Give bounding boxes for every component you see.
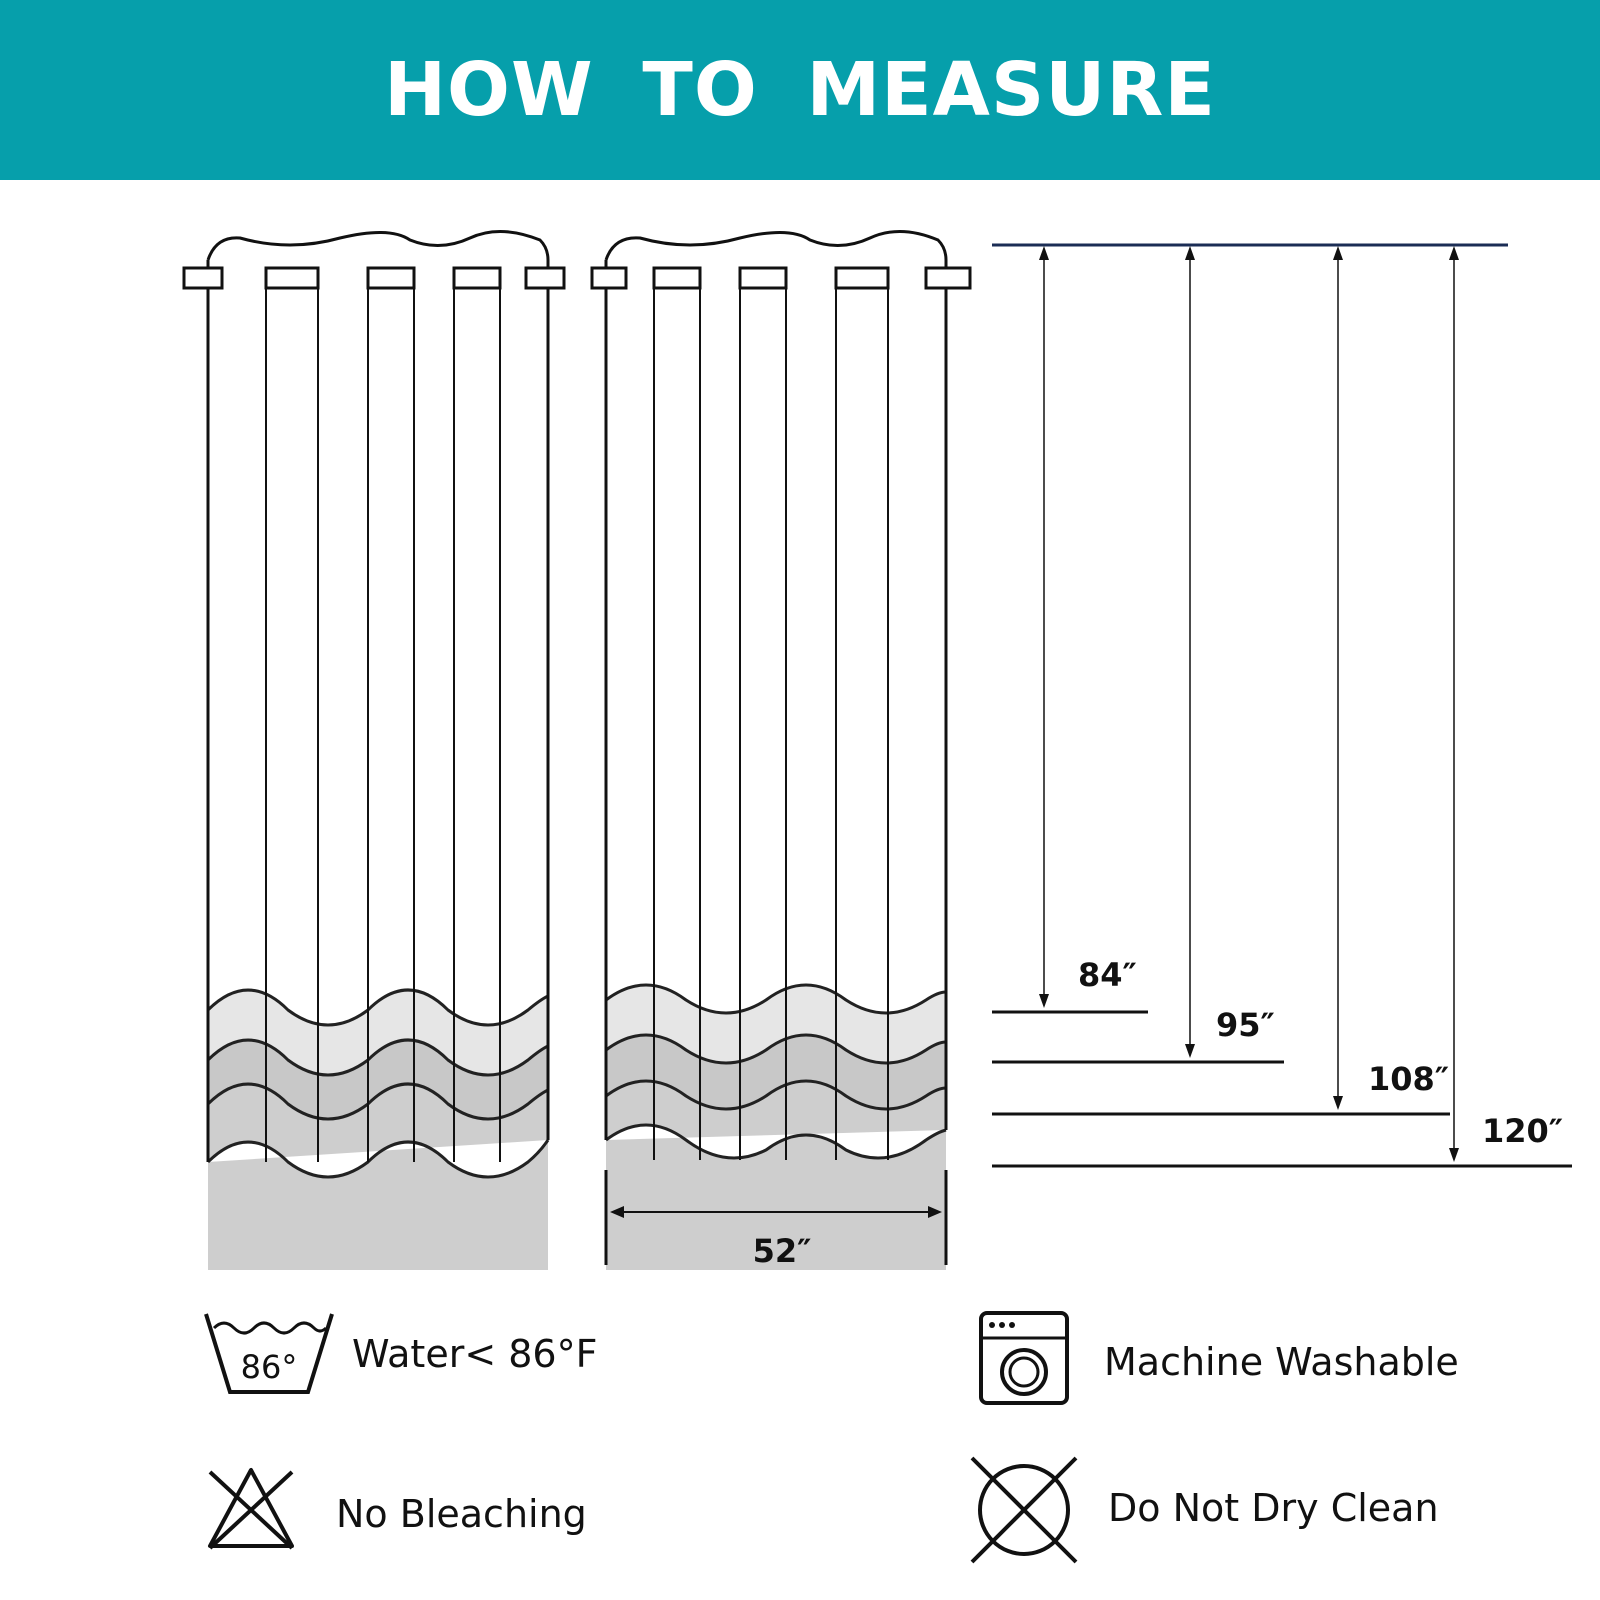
curtain-panel-left: [208, 990, 548, 1270]
curtain-top-right: [606, 231, 946, 260]
water-temp-label: Water< 86°F: [352, 1332, 598, 1376]
wash-temp-text: 86°: [240, 1348, 298, 1386]
grommets-left: [184, 268, 564, 288]
length-measure-120: [992, 246, 1572, 1166]
washing-machine-icon: [978, 1310, 1070, 1406]
no-dry-clean-label: Do Not Dry Clean: [1108, 1486, 1439, 1530]
length-measure-84: [992, 246, 1148, 1012]
length-measure-108: [992, 246, 1450, 1114]
no-dry-clean-icon: [966, 1454, 1082, 1566]
width-label: 52″: [752, 1232, 812, 1270]
page-title: HOW TO MEASURE: [384, 47, 1216, 133]
length-label-108: 108″: [1368, 1060, 1450, 1098]
length-label-120: 120″: [1482, 1112, 1564, 1150]
machine-washable-label: Machine Washable: [1104, 1340, 1459, 1384]
length-label-84: 84″: [1078, 956, 1137, 994]
curtain-measure-diagram: [0, 180, 1600, 1270]
wash-tub-icon: [202, 1310, 338, 1398]
length-measure-95: [992, 246, 1284, 1062]
curtain-top-left: [208, 231, 548, 260]
no-bleach-icon: [204, 1466, 298, 1552]
header-banner: [0, 0, 1600, 180]
length-label-95: 95″: [1216, 1006, 1275, 1044]
no-bleaching-label: No Bleaching: [336, 1492, 587, 1536]
grommets-right: [592, 268, 970, 288]
